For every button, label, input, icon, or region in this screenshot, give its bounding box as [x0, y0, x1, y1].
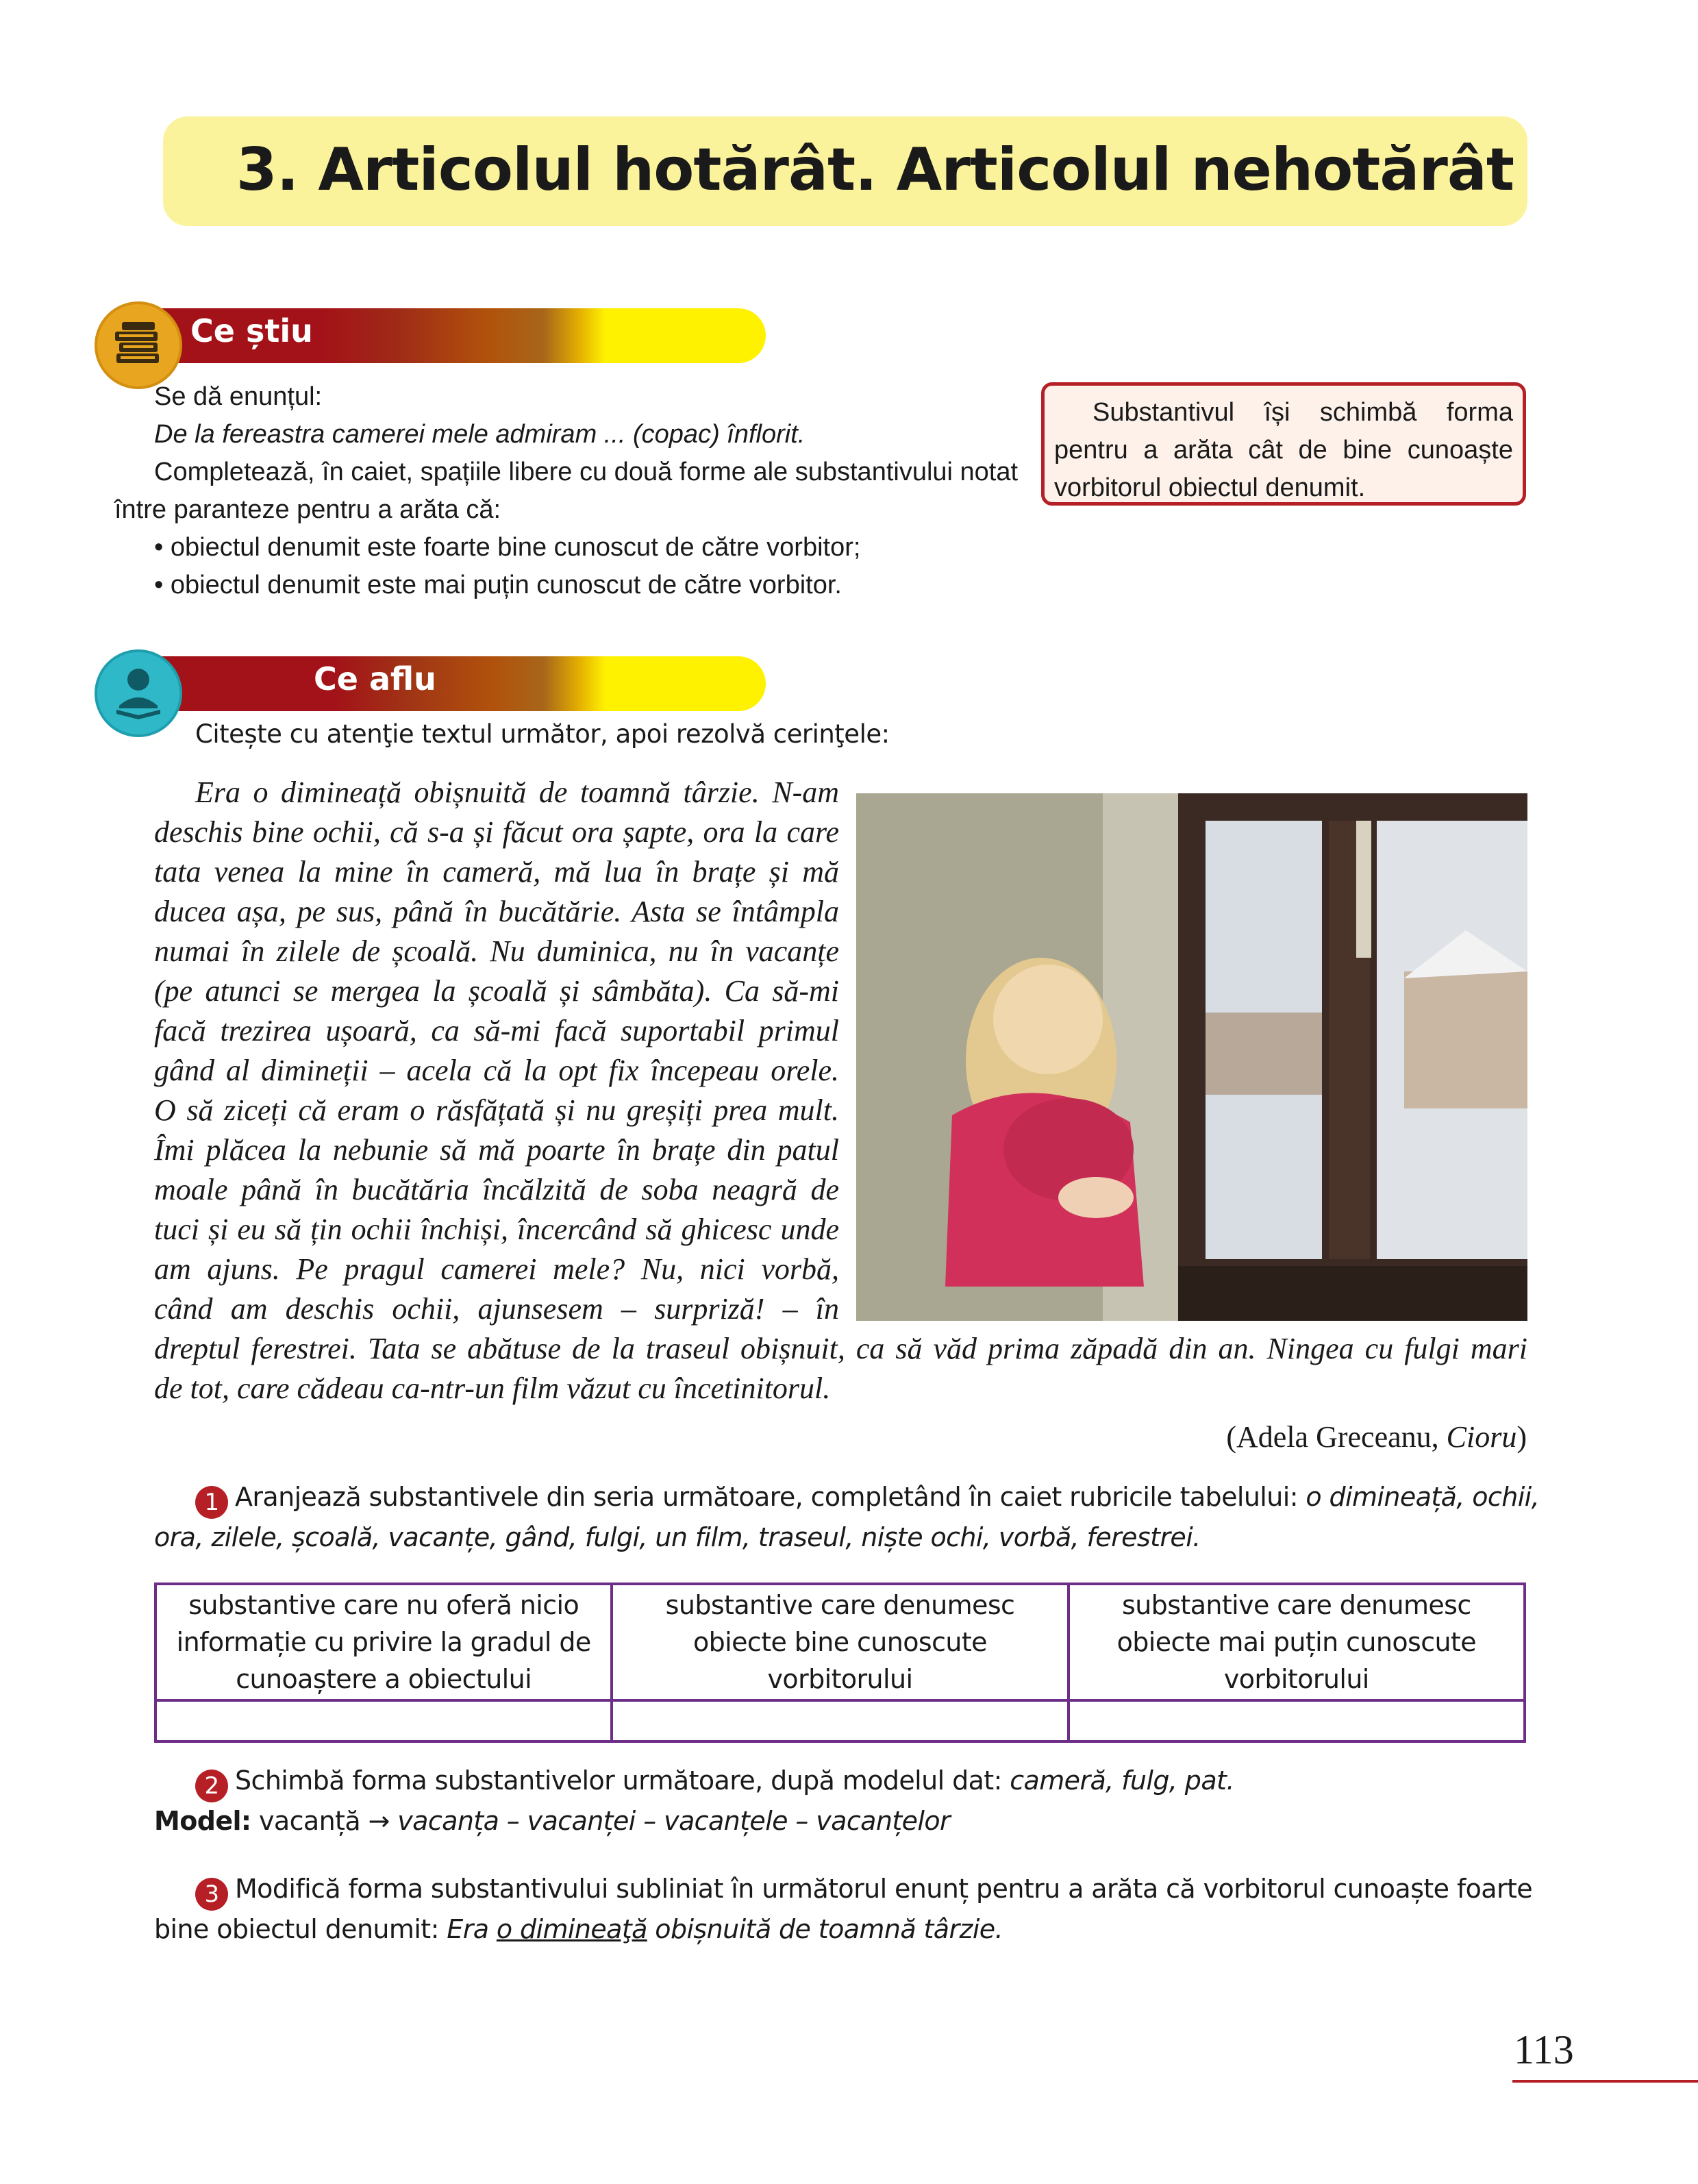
story-line: moale până în bucătăria încălzită de soba neagră de	[154, 1173, 839, 1206]
story-line: de tot, care cădeau ca-ntr-un film văzut cu încetinitorul.	[154, 1372, 831, 1405]
know-block	[114, 378, 1031, 604]
exercise-number: 2	[195, 1770, 228, 1802]
source-author: (Adela Greceanu,	[1226, 1420, 1447, 1454]
story-line: tata venea la mine în cameră, mă lua în brațe și mă	[154, 855, 839, 889]
arrow-icon: →	[368, 1806, 390, 1836]
table-empty-cell	[155, 1700, 612, 1741]
table-empty-cell	[612, 1700, 1068, 1741]
story-line: facă trezirea ușoară, ca să-mi facă suportabil primul	[154, 1014, 839, 1047]
source-close: )	[1516, 1420, 1527, 1454]
story-line: când am deschis ochii, ajunsesem – surpriză! – în	[154, 1292, 839, 1326]
story-line: O să ziceți că eram o răsfățată și nu greșiți prea mult.	[154, 1093, 839, 1127]
know-bullet: • obiectul denumit este mai puțin cunoscut de către vorbitor.	[154, 571, 842, 599]
section-label-know: Ce știu	[190, 312, 313, 349]
exercise-1-text: Aranjează substantivele din seria următoare, completând în caiet rubricile tabelului:	[235, 1482, 1298, 1512]
section-header-know	[95, 301, 684, 363]
section-label-learn: Ce aflu	[314, 660, 436, 697]
page-number-rule	[1512, 2080, 1698, 2083]
exercise-2-text: Schimbă forma substantivelor următoare, după modelul dat:	[235, 1765, 1002, 1796]
story-line: dreptul ferestrei. Tata se abătuse de la traseul obișnuit, ca să văd prima zăpadă din an. Ningea cu fulgi mari	[154, 1332, 1527, 1365]
story-line: Era o dimineață obișnuită de toamnă târzie. N-am	[195, 775, 839, 809]
exercise-1-items-cont: ora, zilele, școală, vacanțe, gând, fulgi, un film, traseul, niște ochi, vorbă, ferestrei.	[154, 1522, 1201, 1552]
exercise-table	[154, 1583, 1526, 1743]
exercise-2-items: cameră, fulg, pat.	[1010, 1765, 1234, 1796]
source-work: Cioru	[1446, 1420, 1517, 1454]
section-bar	[149, 656, 766, 711]
story-line: numai în zilele de școală. Nu duminica, nu în vacanțe	[154, 934, 839, 968]
story-text	[154, 773, 1527, 1409]
table-empty-cell	[1069, 1700, 1525, 1741]
page-number: 113	[1514, 2027, 1574, 2072]
table-header-cell: substantive care nu oferă nicio informație cu privire la gradul de cunoaștere a obiectului	[155, 1584, 612, 1700]
exercise-1	[154, 1478, 1540, 1556]
story-line: tuci și eu să țin ochii închiși, încercând să ghicesc unde	[154, 1213, 839, 1246]
story-line: gând al dimineții – acela că la opt fix începeau orele.	[154, 1054, 839, 1087]
exercise-2	[154, 1762, 1531, 1840]
read-instruction: Citește cu atenţie textul următor, apoi rezolvă cerinţele:	[195, 719, 890, 749]
story-line: (pe atunci se mergea la școală și sâmbăta). Ca să-mi	[154, 974, 839, 1008]
know-line: Completează, în caiet, spațiile libere cu două forme ale substantivului notat	[154, 458, 1019, 486]
exercise-number: 3	[195, 1878, 228, 1911]
story-line: ducea așa, pe sus, până în bucătărie. Asta se întâmpla	[154, 895, 839, 928]
table-header-cell: substantive care denumesc obiecte bine cunoscute vorbitorului	[612, 1584, 1068, 1700]
sentence-part: Era	[447, 1914, 489, 1944]
exercise-number: 1	[195, 1486, 228, 1519]
model-label: Model:	[154, 1806, 251, 1836]
table-header-cell: substantive care denumesc obiecte mai puțin cunoscute vorbitorului	[1069, 1584, 1525, 1700]
sentence-part: obișnuită de toamnă târzie.	[655, 1914, 1003, 1944]
know-line: între paranteze pentru a arăta că:	[114, 495, 501, 524]
know-example-sentence: De la fereastra camerei mele admiram ... (copac) înflorit.	[154, 420, 806, 449]
story-source	[1226, 1419, 1527, 1454]
exercise-3-text-cont: bine obiectul denumit:	[154, 1914, 439, 1944]
page-title: 3. Articolul hotărât. Articolul nehotărât	[236, 136, 1514, 204]
know-line: Se dă enunțul:	[154, 382, 323, 411]
model-forms: vacanța – vacanței – vacanțele – vacanțelor	[397, 1806, 951, 1836]
books-icon	[95, 301, 182, 389]
reader-icon	[95, 649, 182, 737]
note-text: Substantivul își schimbă forma pentru a arăta cât de bine cunoaște vorbitorul obiectul denumit.	[1054, 398, 1513, 502]
underlined-noun: o dimineaţă	[496, 1914, 647, 1944]
exercise-1-items: o dimineață, ochii,	[1306, 1482, 1540, 1512]
title-banner	[163, 116, 1527, 226]
story-line: am ajuns. Pe pragul camerei mele? Nu, nici vorbă,	[154, 1252, 839, 1286]
exercise-3	[154, 1870, 1531, 1948]
story-line: Îmi plăcea la nebunie să mă poarte în brațe din patul	[154, 1133, 839, 1167]
know-bullet: • obiectul denumit este foarte bine cunoscut de către vorbitor;	[154, 533, 861, 562]
section-header-learn	[95, 649, 684, 711]
exercise-3-text: Modifică forma substantivului subliniat în următorul enunț pentru a arăta că vorbitorul cunoaște foarte	[235, 1874, 1533, 1904]
story-line: deschis bine ochii, că s-a și făcut ora șapte, ora la care	[154, 815, 839, 849]
model-word: vacanță	[259, 1806, 361, 1836]
note-box	[1041, 382, 1526, 506]
